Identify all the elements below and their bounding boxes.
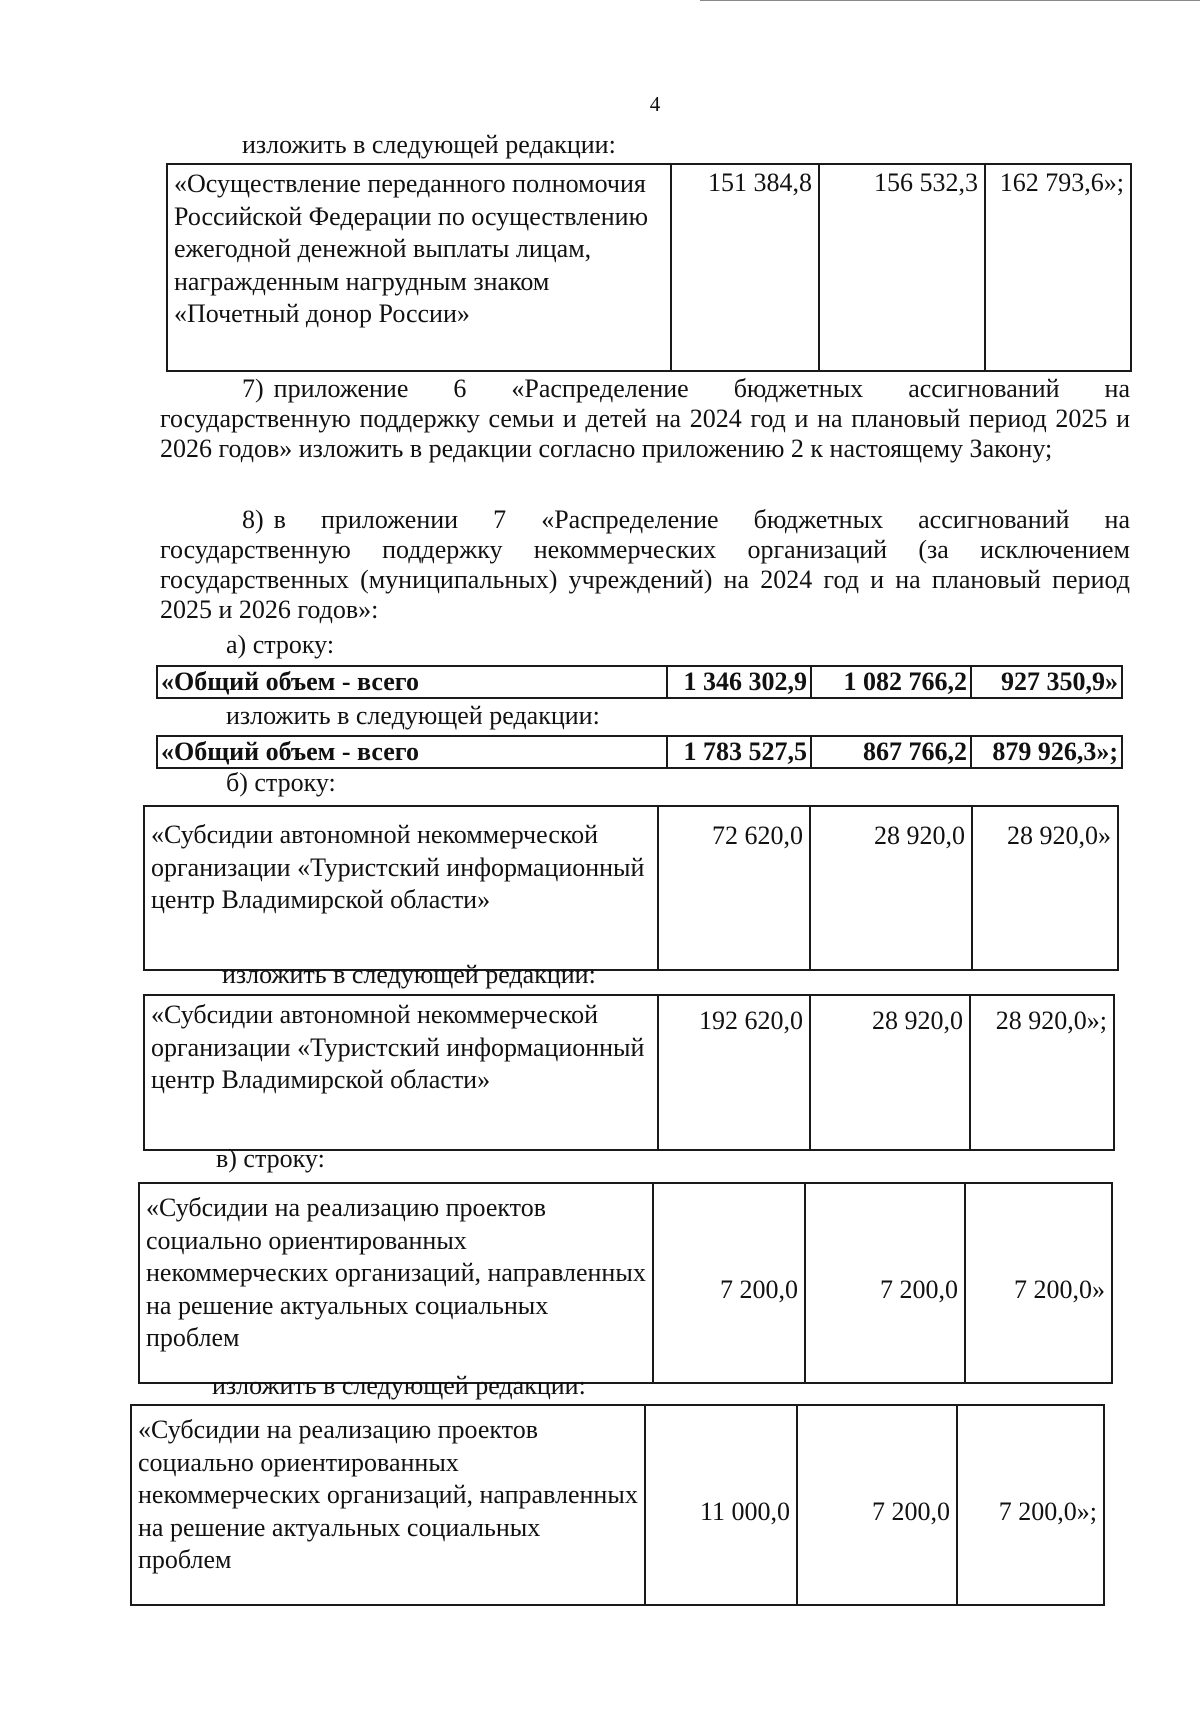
sub-c-old-table — [138, 1182, 1113, 1384]
value-2025: 28 920,0 — [810, 995, 970, 1150]
item-8-number: 8) — [242, 505, 264, 534]
sub-c-intro: изложить в следующей редакции: — [212, 1371, 586, 1400]
row-name: «Осуществление переданного полномочия Российской Федерации по осуществлению ежегодной денежной выплаты лицам, награжденным нагрудным знаком «Почетный донор России» — [167, 164, 671, 371]
block1-intro: изложить в следующей редакции: — [242, 130, 616, 159]
value-2024: 7 200,0 — [653, 1183, 805, 1383]
table-row — [131, 1405, 1104, 1605]
value-2025: 7 200,0 — [805, 1183, 965, 1383]
item-7-text: приложение 6 «Распределение бюджетных ассигнований на государственную поддержку семьи и детей на 2024 год и на плановый период 2025 и 2026 годов» изложить в редакции согласно приложению 2 к настоящему Закону; — [160, 374, 1130, 463]
sub-a-intro: изложить в следующей редакции: — [226, 701, 600, 730]
value-2025: 7 200,0 — [797, 1405, 957, 1605]
value-2024: 1 783 527,5 — [667, 736, 811, 768]
value-2026: 7 200,0» — [965, 1183, 1112, 1383]
value-2024: 192 620,0 — [658, 995, 810, 1150]
value-2024: 151 384,8 — [671, 164, 819, 371]
table-row — [139, 1183, 1112, 1383]
sub-b-old-table — [143, 805, 1119, 971]
value-2026: 879 926,3»; — [971, 736, 1122, 768]
row-name: «Общий объем - всего — [157, 736, 667, 768]
value-2024: 1 346 302,9 — [667, 666, 811, 698]
sub-a-label: а) строку: — [226, 630, 335, 659]
value-2025: 28 920,0 — [810, 806, 972, 970]
sub-b-new-table — [143, 994, 1115, 1151]
table-row — [144, 995, 1114, 1150]
value-2026: 927 350,9» — [971, 666, 1122, 698]
row-name: «Субсидии автономной некоммерческой организации «Туристский информационный центр Владимирской области» — [144, 995, 658, 1150]
value-2025: 867 766,2 — [811, 736, 971, 768]
block1-table — [166, 163, 1132, 372]
row-name: «Субсидии автономной некоммерческой организации «Туристский информационный центр Владимирской области» — [144, 806, 658, 970]
scan-edge-line — [700, 0, 1200, 1]
sub-b-intro: изложить в следующей редакции: — [222, 960, 596, 989]
value-2026: 28 920,0» — [972, 806, 1118, 970]
value-2025: 1 082 766,2 — [811, 666, 971, 698]
value-2025: 156 532,3 — [819, 164, 985, 371]
item-7-paragraph — [160, 374, 1130, 464]
value-2026: 7 200,0»; — [957, 1405, 1104, 1605]
value-2024: 11 000,0 — [645, 1405, 797, 1605]
sub-b-label: б) строку: — [226, 768, 336, 797]
table-row — [157, 736, 1122, 768]
value-2026: 28 920,0»; — [970, 995, 1114, 1150]
table-row — [167, 164, 1131, 371]
table-row — [144, 806, 1118, 970]
item-8-text: в приложении 7 «Распределение бюджетных ассигнований на государственную поддержку некоммерческих организаций (за исключением государственных (муниципальных) учреждений) на 2024 год и на плановый период 2025 и 2026 годов»: — [160, 505, 1130, 624]
item-7-number: 7) — [242, 374, 264, 403]
sub-c-new-table — [130, 1404, 1105, 1606]
sub-a-old-table — [156, 665, 1123, 699]
value-2024: 72 620,0 — [658, 806, 810, 970]
sub-c-label: в) строку: — [216, 1144, 325, 1173]
row-name: «Общий объем - всего — [157, 666, 667, 698]
row-name: «Субсидии на реализацию проектов социально ориентированных некоммерческих организаций, направленных на решение актуальных социальных проблем — [139, 1183, 653, 1383]
row-name: «Субсидии на реализацию проектов социально ориентированных некоммерческих организаций, направленных на решение актуальных социальных проблем — [131, 1405, 645, 1605]
table-row — [157, 666, 1122, 698]
sub-a-new-table — [156, 735, 1123, 769]
value-2026: 162 793,6»; — [985, 164, 1131, 371]
page-number: 4 — [649, 92, 661, 116]
item-8-paragraph — [160, 505, 1130, 625]
